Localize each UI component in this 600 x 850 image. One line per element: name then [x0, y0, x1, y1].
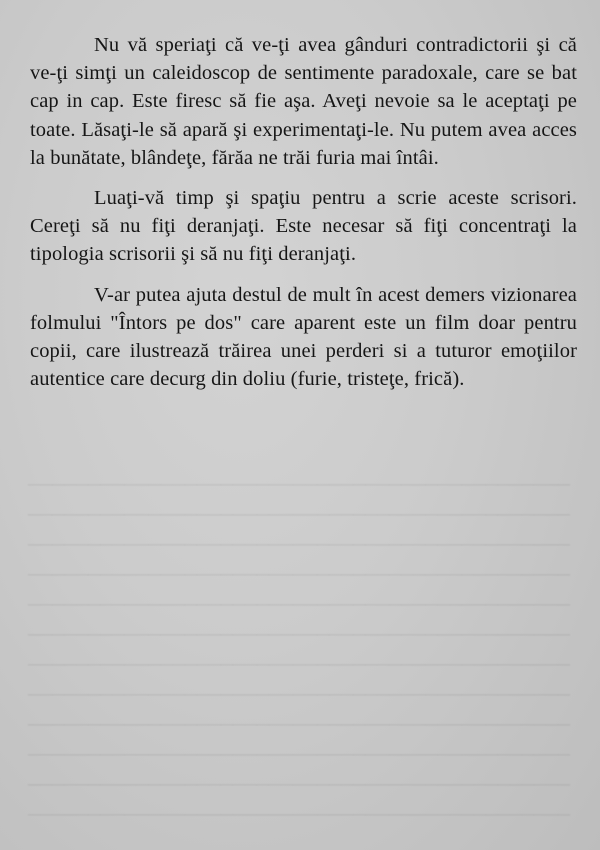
- paragraph-1: Nu vă speriaţi că ve-ţi avea gânduri contradictorii şi că ve-ţi simţi un caleidoscop de sentimente paradoxale, care se bat cap in cap. Este firesc să fie aşa. Aveţi nevoie sa le aceptaţi pe toate. Lăsaţi-le să apară şi experimentaţi-le. Nu putem avea acces la bunătate, blândeţe, fărăa ne trăi furia mai întâi.: [30, 34, 577, 169]
- paragraph-3: V-ar putea ajuta destul de mult în acest demers vizionarea folmului "Întors pe dos" care aparent este un film doar pentru copii, care ilustrează trăirea unei perderi si a tuturor emoţiilor autentice care decurg din doliu (furie, tristeţe, frică).: [30, 283, 577, 391]
- bleed-through-texture: ───────────────────────────────────────────── ───────────────────────────────────────────── ───────────────────────────────────────────── ───────────────────────────────────────────── ───────────────────────────────────────────── ───────────────────────────────────────────── ───────────────────────────────────────────── ───────────────────────────────────────────── ───────────────────────────────────────────── ───────────────────────────────────────────── ───────────────────────────────────────────── ─────────────────────────────────────────────: [28, 475, 570, 824]
- body-text: [30, 31, 577, 405]
- paragraph-2: Luaţi-vă timp şi spaţiu pentru a scrie aceste scrisori. Cereţi să nu fiţi deranjaţi. Este necesar să fiţi concentraţi la tipologia scrisorii şi să nu fiţi deranjaţi.: [30, 187, 577, 266]
